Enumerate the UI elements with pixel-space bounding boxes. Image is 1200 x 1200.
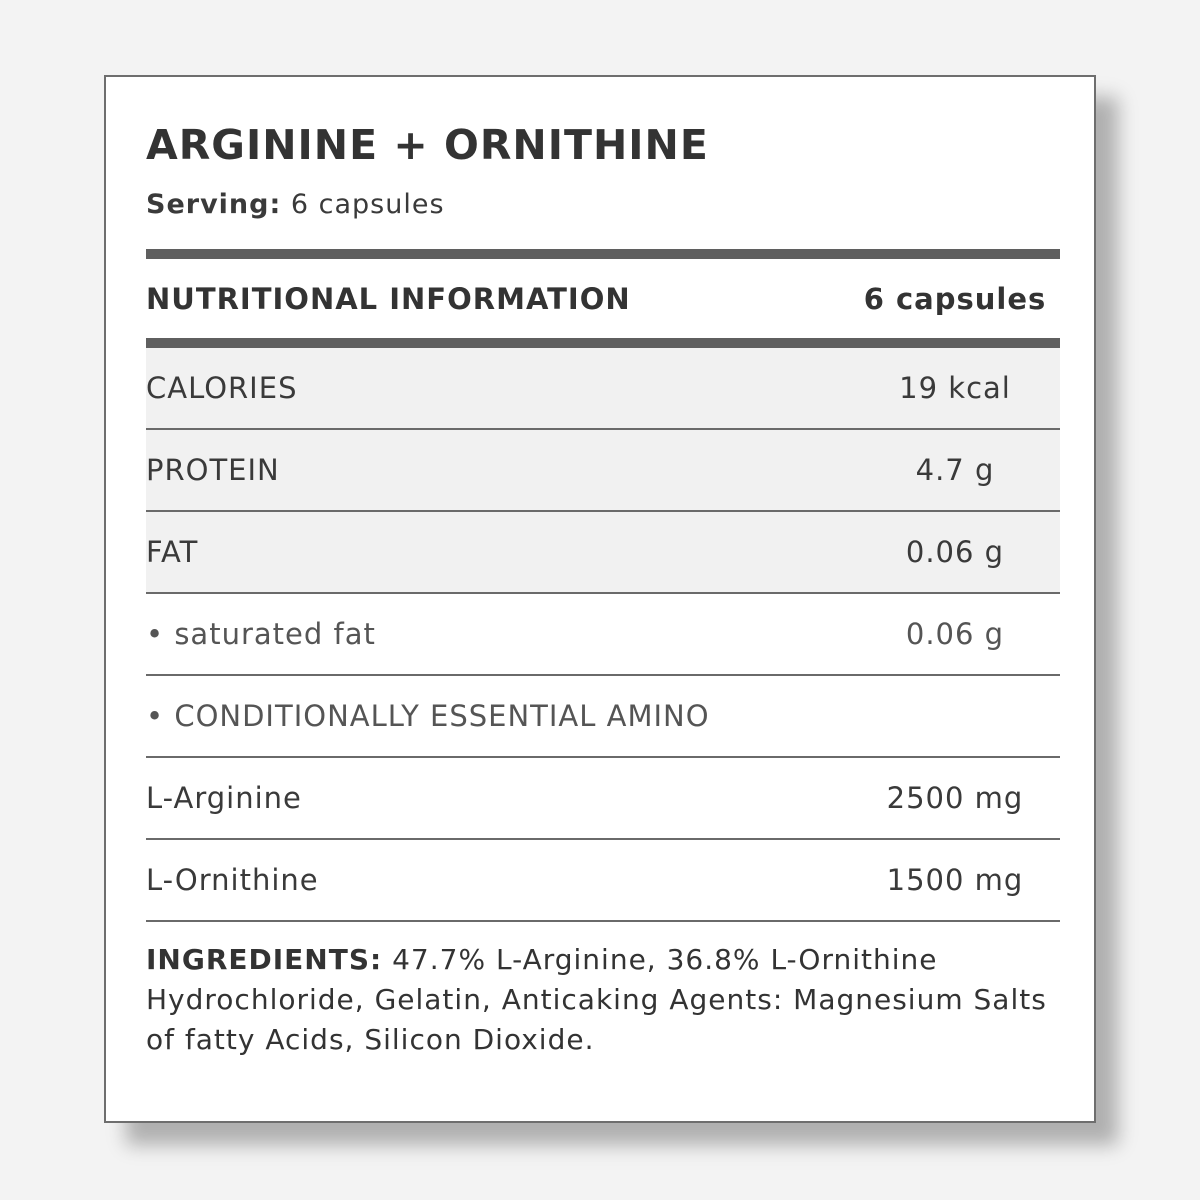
nutrition-row-l-arginine xyxy=(146,758,1060,840)
serving-label: Serving: xyxy=(146,189,282,220)
nutrition-table-body xyxy=(146,348,1060,922)
nutrition-label-card xyxy=(104,75,1096,1123)
ingredients-list: 47.7% L-Arginine, 36.8% L-Ornithine Hydrochloride, Gelatin, Anticaking Agents: Magnesium Salts of fatty Acids, Silicon Dioxide. xyxy=(146,943,1047,1056)
header-value: 6 capsules xyxy=(863,281,1047,316)
header-label: NUTRITIONAL INFORMATION xyxy=(146,281,631,316)
row-value: 2500 mg xyxy=(886,781,1024,815)
nutrition-row-l-ornithine xyxy=(146,840,1060,922)
serving-value: 6 capsules xyxy=(290,189,445,220)
nutrition-row-protein xyxy=(146,430,1060,512)
row-label: • CONDITIONALLY ESSENTIAL AMINO xyxy=(146,699,710,733)
row-value: 19 kcal xyxy=(899,371,1011,405)
row-label: L-Arginine xyxy=(146,781,302,815)
nutrition-row-amino-heading xyxy=(146,676,1060,758)
ingredients-label: INGREDIENTS: xyxy=(146,943,383,976)
product-title: ARGININE + ORNITHINE xyxy=(146,121,709,169)
row-value: 0.06 g xyxy=(905,617,1005,651)
row-value: 0.06 g xyxy=(905,535,1005,569)
row-label: PROTEIN xyxy=(146,453,280,487)
header-bottom-divider xyxy=(146,338,1060,348)
row-label: FAT xyxy=(146,535,199,569)
header-top-divider xyxy=(146,249,1060,259)
row-value: 1500 mg xyxy=(886,863,1024,897)
nutrition-row-saturated-fat xyxy=(146,594,1060,676)
row-label: CALORIES xyxy=(146,371,298,405)
row-label: • saturated fat xyxy=(146,617,376,651)
nutrition-row-fat xyxy=(146,512,1060,594)
serving-info xyxy=(146,189,1060,220)
table-header xyxy=(146,259,1060,338)
row-value: 4.7 g xyxy=(915,453,995,487)
nutrition-row-calories xyxy=(146,348,1060,430)
ingredients-text xyxy=(146,940,1060,1060)
row-label: L-Ornithine xyxy=(146,863,319,897)
